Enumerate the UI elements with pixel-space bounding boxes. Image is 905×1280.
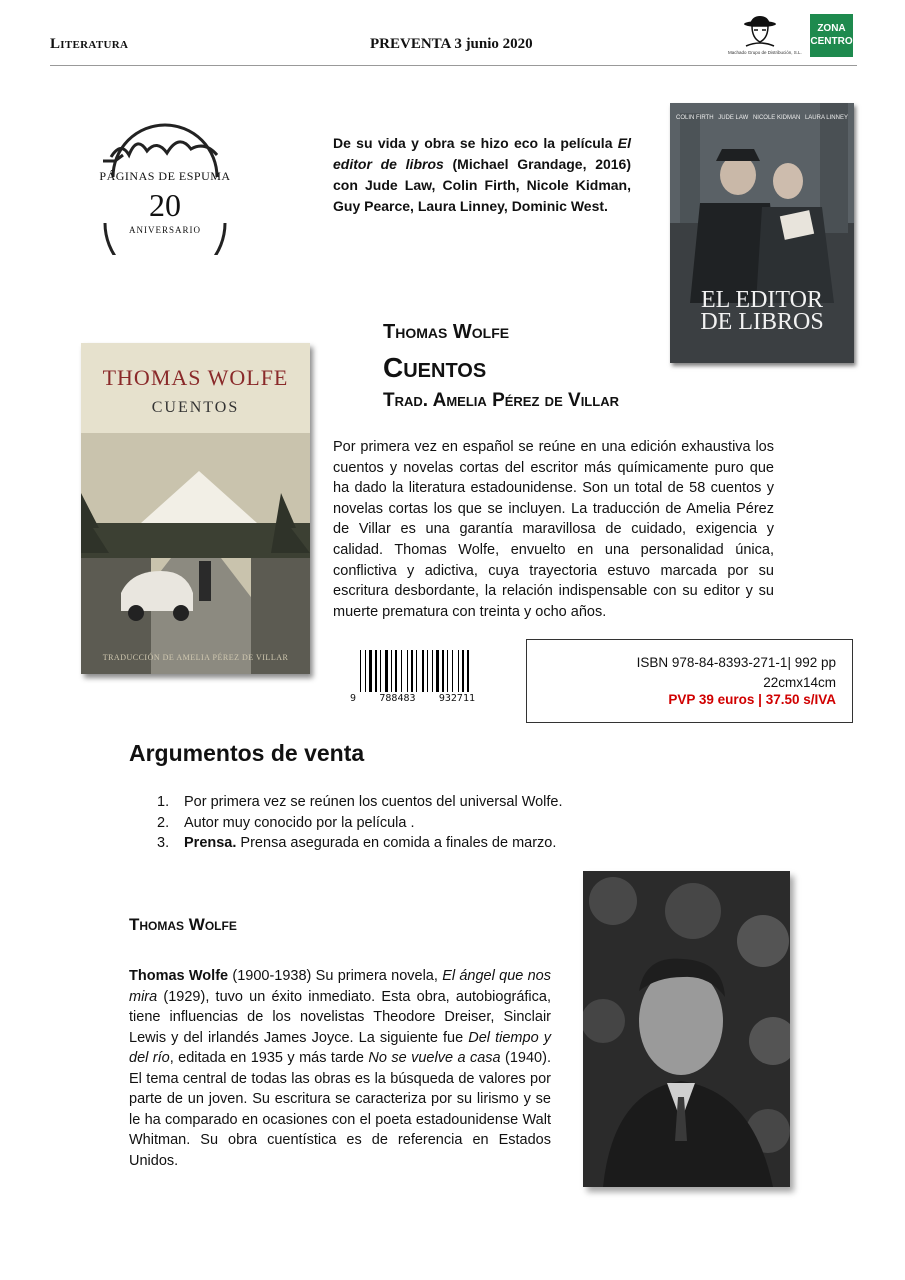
barcode-bar — [467, 650, 469, 692]
film-title: El editor de libros — [333, 135, 631, 172]
selling-points-title: Argumentos de venta — [129, 740, 365, 766]
barcode-bar — [369, 650, 372, 692]
cast-name: NICOLE KIDMAN — [752, 115, 801, 121]
header-divider — [50, 65, 857, 66]
zona-line-1: ZONA — [817, 23, 846, 34]
poster-title-line: DE LIBROS — [700, 309, 824, 335]
bio-work-title: El ángel que nos mira — [129, 968, 551, 1005]
book-author: Thomas Wolfe — [383, 321, 510, 343]
price: PVP 39 euros | 37.50 s/IVA — [668, 692, 836, 707]
book-size: 22cmx14cm — [763, 675, 836, 690]
product-info-box — [526, 639, 853, 723]
cover-photo — [81, 343, 310, 674]
bio-work-title: No se vuelve a casa — [368, 1050, 501, 1066]
poster-title — [670, 289, 854, 333]
barcode-bar — [427, 650, 428, 692]
list-item-bold: Prensa. — [184, 835, 237, 851]
film-note-text: De su vida y obra se hizo eco la película — [333, 135, 618, 151]
barcode-bar — [458, 650, 459, 692]
cover-author: THOMAS WOLFE — [102, 365, 289, 390]
barcode-bar — [432, 650, 433, 692]
barcode-bar — [385, 650, 388, 692]
barcode-bar — [375, 650, 377, 692]
isbn-barcode — [350, 650, 475, 706]
cover-translation: TRADUCCIÓN DE AMELIA PÉREZ DE VILLAR — [102, 653, 289, 662]
barcode-icon — [350, 650, 475, 694]
list-item — [157, 792, 757, 813]
distributor-logo — [728, 14, 802, 58]
barcode-first-digit: 9 — [350, 693, 357, 704]
film-note-credits: (Michael Grandage, 2016) con Jude Law, Colin Firth, Nicole Kidman, Guy Pearce, Laura Linney, Dominic West. — [333, 156, 631, 214]
list-item-text: Prensa asegurada en comida a finales de marzo. — [236, 835, 557, 851]
barcode-bar — [436, 650, 439, 692]
list-item — [157, 833, 757, 854]
bio-text: (1900-1938) Su primera novela, — [228, 968, 443, 984]
selling-points-list — [157, 792, 757, 854]
book-description: Por primera vez en español se reúne en una edición exhaustiva los cuentos y novelas cortas del escritor más químicamente puro que ha dado la literatura estadounidense. Son un total de 58 cuentos y novelas cortas los que se incluyen. La traducción de Amelia Pérez de Villar es una garantía maravillosa de cuidado, exigencia y calidad. Thomas Wolfe, envuelto en una personalidad única, conflictiva y adictiva, cuya trayectoria estuvo marcada por su escritura desbordante, la relación indispensable con su editor y su muerte prematura con treinta y ocho años. — [333, 439, 774, 620]
cast-name: JUDE LAW — [718, 115, 749, 121]
barcode-bar — [462, 650, 464, 692]
cast-name: LAURA LINNEY — [804, 115, 848, 121]
barcode-bar — [452, 650, 453, 692]
barcode-bar — [422, 650, 424, 692]
list-item-text: Autor muy conocido por la película . — [184, 814, 415, 831]
book-title: Cuentos — [383, 352, 487, 383]
publisher-logo — [95, 115, 235, 255]
section-label: Literatura — [50, 36, 129, 52]
barcode-bar — [416, 650, 417, 692]
portrait-photo — [583, 871, 790, 1187]
author-heading: Thomas Wolfe — [129, 915, 237, 934]
barcode-bar — [395, 650, 397, 692]
bio-text: (1940). El tema central de todas las obras es la búsqueda de valores por parte de un joven. Su escritura se caracteriza por su lirismo y se le ha comparado en ocasiones con el poeta estadounidense Walt Whitman. Su obra cuentística es de referencia en Estados Unidos. — [129, 1050, 551, 1169]
author-bio — [129, 966, 551, 1171]
bio-text: , editada en 1935 y más tarde — [169, 1050, 369, 1066]
poster-title-line: EL EDITOR — [701, 287, 823, 313]
book-translator: Trad. Amelia Pérez de Villar — [383, 390, 619, 411]
author-portrait — [583, 871, 790, 1187]
barcode-bar — [411, 650, 413, 692]
barcode-bar — [407, 650, 408, 692]
list-number: 2. — [157, 814, 170, 831]
barcode-bar — [360, 650, 361, 692]
zona-line-2: CENTRO — [810, 36, 853, 47]
publisher-name: PÁGINAS DE ESPUMA — [99, 169, 231, 183]
anniversary-number: 20 — [149, 187, 181, 223]
barcode-group: 788483 — [379, 693, 416, 704]
barcode-bar — [380, 650, 381, 692]
presale-date: PREVENTA 3 junio 2020 — [370, 36, 533, 52]
barcode-group: 932711 — [438, 693, 475, 704]
list-item-text: Por primera vez se reúnen los cuentos del universal Wolfe. — [184, 794, 563, 810]
list-number: 1. — [157, 794, 170, 810]
barcode-bar — [391, 650, 392, 692]
barcode-digits — [350, 693, 475, 704]
cast-name: COLIN FIRTH — [676, 115, 714, 121]
film-poster — [670, 103, 854, 363]
list-number: 3. — [157, 835, 170, 851]
poster-cast — [676, 115, 848, 121]
list-item — [157, 813, 757, 834]
film-note — [333, 133, 631, 217]
barcode-bar — [365, 650, 366, 692]
zona-centro-badge — [810, 14, 853, 57]
distributor-name: Machado Grupo de Distribución, S.L. — [728, 50, 802, 55]
book-cover — [81, 343, 310, 674]
barcode-bar — [401, 650, 402, 692]
barcode-bar — [442, 650, 444, 692]
isbn-pages: ISBN 978-84-8393-271-1| 992 pp — [636, 655, 836, 670]
bio-name: Thomas Wolfe — [129, 968, 229, 984]
bio-text: (1929), tuvo un éxito inmediato. Esta obra, autobiográfica, tiene influencias de los novelistas Theodore Dreiser, Sinclair Lewis y del irlandés James Joyce. La siguiente fue — [129, 988, 551, 1046]
cover-title: CUENTOS — [151, 399, 240, 416]
barcode-bar — [447, 650, 448, 692]
anniversary-label: ANIVERSARIO — [128, 225, 201, 235]
bio-work-title: Del tiempo y del río — [129, 1029, 551, 1066]
